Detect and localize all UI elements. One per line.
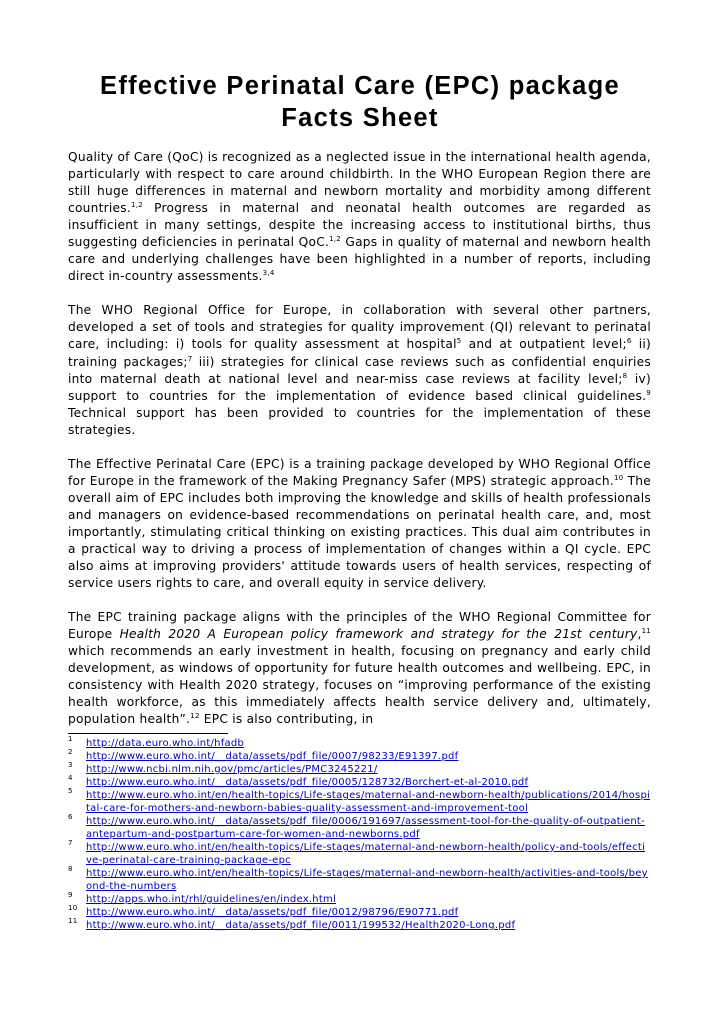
policy-title: Health 2020 A European policy framework and strategy for the 21st century	[119, 627, 638, 642]
text: The Effective Perinatal Care (EPC) is a training package developed by WHO Regional Office for Europe in the framework of the Making Pregnancy Safer (MPS) strategic approach.	[68, 456, 651, 488]
paragraph-3	[68, 456, 651, 592]
footnote-ref: 9	[646, 388, 651, 397]
footnote-ref: 12	[190, 712, 200, 721]
footnote	[68, 763, 651, 776]
footnote-number: 5	[68, 787, 73, 795]
footnote-number: 11	[68, 917, 78, 925]
text: ii) training packages;	[68, 337, 652, 369]
footnote-link[interactable]: http://www.euro.who.int/__data/assets/pdf_file/0011/199532/Health2020-Long.pdf	[86, 920, 516, 931]
footnote-number: 6	[68, 813, 73, 821]
footnote-ref: 3,4	[262, 269, 275, 278]
footnote-link[interactable]: http://www.ncbi.nlm.nih.gov/pmc/articles/PMC3245221/	[86, 764, 378, 775]
paragraph-2	[68, 302, 651, 438]
footnotes	[68, 737, 651, 932]
footnote-link[interactable]: http://www.euro.who.int/__data/assets/pdf_file/0006/191697/assessment-tool-for-the-quality-of-outpatient-antepartum-and-postpartum-care-for-women-and-newborns.pdf	[86, 816, 645, 840]
footnote	[68, 919, 651, 932]
footnote-number: 9	[68, 891, 73, 899]
footnote-number: 3	[68, 761, 73, 769]
footnote	[68, 906, 651, 919]
footnote-ref: 10	[613, 473, 624, 482]
text: Progress in maternal and neonatal health outcomes are regarded as insufficient in many settings, despite the increasing access to institutional births, thus suggesting deficiencies in perinatal QoC.	[68, 201, 651, 250]
footnote	[68, 841, 651, 867]
footnote-number: 7	[68, 839, 73, 847]
footnote-link[interactable]: http://www.euro.who.int/__data/assets/pdf_file/0005/128732/Borchert-et-al-2010.pdf	[86, 777, 529, 788]
paragraph-1	[68, 149, 651, 285]
footnote-number: 4	[68, 774, 73, 782]
footnote-ref: 8	[622, 371, 628, 380]
footnote-link[interactable]: http://www.euro.who.int/en/health-topics/Life-stages/maternal-and-newborn-health/activities-and-tools/beyond-the-numbers	[86, 868, 648, 892]
footnote-number: 1	[68, 735, 73, 743]
text: Quality of Care (QoC) is recognized as a neglected issue in the international health agenda, particularly with respect to care around childbirth. In the WHO European Region there are still huge differences in maternal and newborn mortality and morbidity among different countries.	[68, 150, 651, 216]
footnote-number: 2	[68, 748, 73, 756]
title-line-2: Facts Sheet	[281, 104, 439, 132]
footnote	[68, 789, 651, 815]
text: iv) support to countries for the implementation of evidence based clinical guidelines.	[68, 371, 651, 403]
footnote-link[interactable]: http://www.euro.who.int/__data/assets/pdf_file/0012/98796/E90771.pdf	[86, 907, 459, 918]
text: The overall aim of EPC includes both improving the knowledge and skills of health professionals and managers on evidence-based recommendations on perinatal health care, and, most importantly, stimulating critical thinking on existing practices. This dual aim contributes in a practical way to driving a process of implementation of changes within a QI cycle. EPC also aims at improving providers' attitude towards users of health services, respecting of service users rights to care, and overall equity in service delivery.	[68, 473, 651, 591]
footnote-link[interactable]: http://www.euro.who.int/en/health-topics/Life-stages/maternal-and-newborn-health/publications/2014/hospital-care-for-mothers-and-newborn-babies-quality-assessment-and-improvement-tool	[86, 790, 651, 814]
footnote	[68, 737, 651, 750]
text: The WHO Regional Office for Europe, in collaboration with several other partners, developed a set of tools and strategies for quality improvement (QI) relevant to perinatal care, including: i) tools for quality assessment at hospital	[68, 303, 651, 352]
footnote-link[interactable]: http://www.euro.who.int/__data/assets/pdf_file/0007/98233/E91397.pdf	[86, 751, 459, 762]
text: Gaps in quality of maternal and newborn health care and underlying challenges have been highlighted in a number of reports, including direct in-country assessments.	[68, 235, 652, 284]
footnote-number: 10	[68, 904, 78, 912]
footnote	[68, 815, 651, 841]
text: The EPC training package aligns with the principles of the WHO Regional Committee for Europe	[68, 610, 651, 642]
footnote-separator	[68, 733, 228, 734]
footnote-ref: 1,2	[329, 235, 341, 244]
body-text	[68, 149, 651, 745]
text: Technical support has been provided to countries for the implementation of these strategies.	[68, 405, 651, 437]
text: EPC is also contributing, in	[199, 712, 374, 727]
text: which recommends an early investment in health, focusing on pregnancy and early child development, as windows of opportunity for future health outcomes and wellbeing. EPC, in consistency with Health 2020 strategy, focuses on “improving performance of the existing health workforce, as this immediately affects health service delivery and, ultimately, population health”.	[68, 644, 651, 727]
text: and at outpatient level;	[461, 337, 627, 352]
footnote-ref: 11	[641, 627, 652, 636]
footnote-ref: 5	[456, 337, 462, 346]
footnote-ref: 6	[626, 337, 632, 346]
footnote-link[interactable]: http://data.euro.who.int/hfadb	[86, 738, 245, 749]
page-title	[60, 70, 660, 134]
footnote-link[interactable]: http://apps.who.int/rhl/guidelines/en/index.html	[86, 894, 337, 905]
footnote	[68, 750, 651, 763]
footnote	[68, 893, 651, 906]
paragraph-4	[68, 609, 651, 728]
title-line-1: Effective Perinatal Care (EPC) package	[100, 72, 620, 100]
footnote-number: 8	[68, 865, 73, 873]
footnote-ref: 1,2	[131, 201, 143, 210]
footnote-ref: 7	[187, 354, 193, 363]
footnote-link[interactable]: http://www.euro.who.int/en/health-topics/Life-stages/maternal-and-newborn-health/policy-and-tools/effective-perinatal-care-training-package-epc	[86, 842, 646, 866]
text: ,	[637, 627, 642, 642]
text: iii) strategies for clinical case reviews such as confidential enquiries into maternal death at national level and near-miss case reviews at facility level;	[68, 354, 652, 386]
footnote	[68, 776, 651, 789]
footnote	[68, 867, 651, 893]
